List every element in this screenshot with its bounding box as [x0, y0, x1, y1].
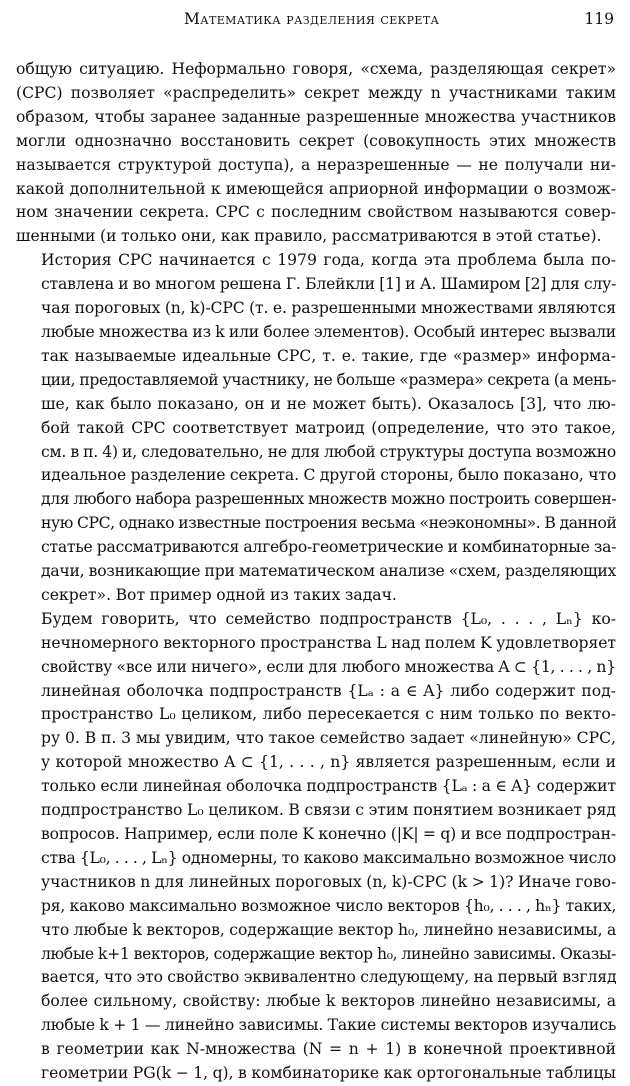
text-line: какой дополнительной к имеющейся априорной информации о возмож- — [16, 179, 616, 198]
text-line: более сильному, свойству: любые k векторов линейно независимы, а — [41, 992, 616, 1011]
running-head: Математика разделения секрета — [184, 10, 440, 28]
text-line: ше, как было показано, он и не может быть). Оказалось [3], что лю- — [41, 394, 616, 413]
text-line: могли однозначно восстановить секрет (совокупность этих множеств — [16, 131, 616, 150]
text-line: (СРС) позволяет «распределить» секрет между n участниками таким — [16, 83, 616, 102]
text-line: История СРС начинается с 1979 года, когда эта проблема была по- — [41, 251, 616, 270]
text-line: любые k + 1 — линейно зависимы. Такие системы векторов изучались — [41, 1016, 617, 1035]
text-line: статье рассматриваются алгебро-геометрические и комбинаторные за- — [41, 538, 617, 557]
text-line: бой такой СРС соответствует матроид (определение, что это такое, — [41, 418, 616, 437]
body-text — [16, 58, 616, 1086]
text-line: ря, каково максимально возможное число векторов {h₀, . . . , hₙ} таких, — [41, 896, 617, 915]
text-line: вопросов. Например, если поле K конечно (|K| = q) и все подпростран- — [41, 825, 616, 843]
text-line: Будем говорить, что семейство подпространств {L₀, . . . , Lₙ} ко- — [41, 609, 616, 628]
text-line: в геометрии как N-множества (N = n + 1) в конечной проективной — [41, 1040, 616, 1059]
text-line: ру 0. В п. 3 мы увидим, что такое семейство задает «линейную» СРС, — [41, 729, 616, 748]
text-line: так называемые идеальные СРС, т. е. такие, где «размер» информа- — [41, 346, 616, 365]
text-line: что любые k векторов, содержащие вектор h₀, линейно независимы, а — [41, 920, 617, 939]
text-line: только если линейная оболочка подпространств {Lₐ : a ∈ A} содержит — [41, 777, 616, 796]
text-line: линейная оболочка подпространств {Lₐ : a ∈ A} либо содержит под- — [41, 681, 616, 700]
paragraph — [16, 608, 616, 1086]
text-line: дачи, возникающие при математическом анализе «схем, разделяющих — [41, 562, 617, 581]
text-line: образом, чтобы заранее заданные разрешенные множества участников — [16, 107, 616, 126]
paragraph — [16, 249, 616, 608]
text-line: нечномерного векторного пространства L над полем K удовлетворяет — [41, 633, 616, 652]
text-line: см. в п. 4) и, следовательно, не для любой структуры доступа возможно — [41, 442, 617, 461]
text-line: участников n для линейных пороговых (n, k)-СРС (k > 1)? Иначе гово- — [41, 872, 617, 891]
text-line: ном значении секрета. СРС с последним свойством называются совер- — [16, 203, 616, 222]
text-line: геометрии PG(k − 1, q), в комбинаторике как ортогональные таблицы — [41, 1064, 616, 1083]
text-line: свойству «все или ничего», если для любого множества A ⊂ {1, . . . , n} — [41, 657, 616, 676]
text-line: вается, что это свойство эквивалентно следующему, на первый взгляд — [41, 968, 617, 987]
paragraph — [16, 58, 616, 249]
text-line: называется структурой доступа), а неразрешенные — не получали ни- — [16, 155, 616, 174]
text-line: чая пороговых (n, k)-СРС (т. е. разрешенными множествами являются — [41, 299, 616, 318]
text-line: ставлена и во многом решена Г. Блейкли [1] и А. Шамиром [2] для слу- — [41, 275, 617, 294]
text-line: ции, предоставляемой участнику, не больше «размера» секрета (а мень- — [41, 370, 616, 389]
page-header — [16, 10, 616, 40]
text-line: у которой множество A ⊂ {1, . . . , n} является разрешенным, если и — [41, 753, 616, 772]
text-line: шенными (и только они, как правило, рассматриваются в этой статье). — [16, 227, 602, 246]
text-line: любые множества из k или более элементов). Особый интерес вызвали — [41, 322, 616, 341]
text-line: секрет». Вот пример одной из таких задач. — [41, 585, 397, 604]
text-line: общую ситуацию. Неформально говоря, «схема, разделяющая секрет» — [16, 60, 616, 78]
text-line: подпространство L₀ целиком. В связи с этим понятием возникает ряд — [41, 801, 616, 820]
text-line: пространство L₀ целиком, либо пересекается с ним только по векто- — [41, 705, 616, 724]
text-line: любые k+1 векторов, содержащие вектор h₀, линейно зависимы. Оказы- — [41, 944, 616, 963]
page-number: 119 — [584, 10, 614, 28]
text-line: идеальное разделение секрета. С другой стороны, было показано, что — [41, 466, 617, 485]
text-line: ную СРС, однако известные построения весьма «неэкономны». В данной — [41, 514, 617, 533]
text-line: для любого набора разрешенных множеств можно построить совершен- — [41, 490, 617, 509]
text-line: ства {L₀, . . . , Lₙ} одномерны, то каково максимально возможное число — [41, 848, 616, 867]
